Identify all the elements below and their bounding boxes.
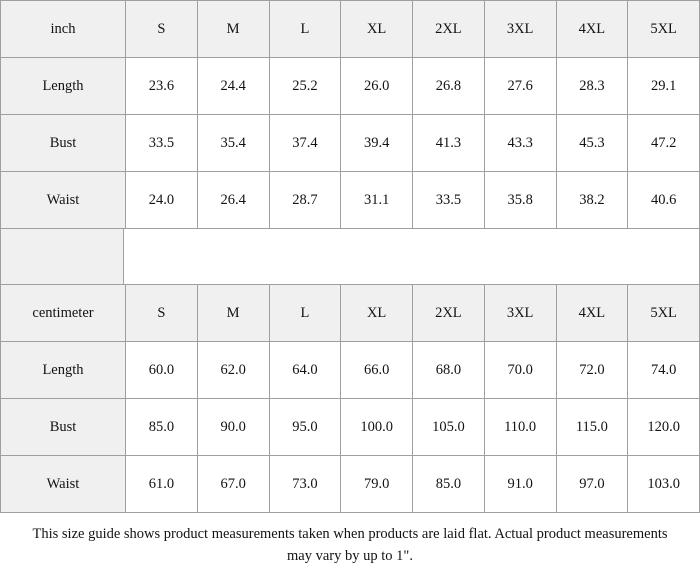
table-cell: 72.0 [556, 342, 628, 399]
unit-label-inch: inch [1, 1, 126, 58]
column-header: 5XL [628, 285, 700, 342]
size-table-inch [0, 0, 700, 229]
table-cell: 66.0 [341, 342, 413, 399]
table-cell: 79.0 [341, 456, 413, 513]
table-cell: 97.0 [556, 456, 628, 513]
table-row [1, 399, 700, 456]
table-cell: 28.7 [269, 172, 341, 229]
row-label: Length [1, 342, 126, 399]
table-cell: 33.5 [413, 172, 485, 229]
table-separator [0, 229, 700, 284]
table-cell: 45.3 [556, 115, 628, 172]
column-header: S [126, 285, 198, 342]
table-cell: 91.0 [484, 456, 556, 513]
column-header: 2XL [413, 285, 485, 342]
table-cell: 85.0 [126, 399, 198, 456]
table-cell: 60.0 [126, 342, 198, 399]
table-cell: 103.0 [628, 456, 700, 513]
table-cell: 40.6 [628, 172, 700, 229]
row-label: Waist [1, 172, 126, 229]
unit-label-centimeter: centimeter [1, 285, 126, 342]
table-row [1, 115, 700, 172]
table-cell: 62.0 [197, 342, 269, 399]
column-header: L [269, 1, 341, 58]
table-cell: 35.8 [484, 172, 556, 229]
row-label: Bust [1, 399, 126, 456]
table-row [1, 58, 700, 115]
table-cell: 27.6 [484, 58, 556, 115]
table-cell: 28.3 [556, 58, 628, 115]
table-cell: 24.0 [126, 172, 198, 229]
table-cell: 68.0 [413, 342, 485, 399]
size-guide-footnote: This size guide shows product measurements taken when products are laid flat. Actual product measurements may vary by up to 1". [32, 526, 668, 565]
column-header: S [126, 1, 198, 58]
table-cell: 31.1 [341, 172, 413, 229]
separator-left [0, 229, 124, 284]
column-header: 4XL [556, 285, 628, 342]
table-header-row [1, 285, 700, 342]
table-cell: 25.2 [269, 58, 341, 115]
table-cell: 100.0 [341, 399, 413, 456]
column-header: 3XL [484, 285, 556, 342]
row-label: Waist [1, 456, 126, 513]
table-cell: 73.0 [269, 456, 341, 513]
table-cell: 120.0 [628, 399, 700, 456]
table-row [1, 342, 700, 399]
table-cell: 85.0 [413, 456, 485, 513]
table-cell: 39.4 [341, 115, 413, 172]
row-label: Bust [1, 115, 126, 172]
table-cell: 33.5 [126, 115, 198, 172]
table-cell: 41.3 [413, 115, 485, 172]
table-cell: 67.0 [197, 456, 269, 513]
table-cell: 61.0 [126, 456, 198, 513]
table-cell: 35.4 [197, 115, 269, 172]
table-cell: 38.2 [556, 172, 628, 229]
column-header: XL [341, 1, 413, 58]
column-header: 5XL [628, 1, 700, 58]
table-row [1, 172, 700, 229]
table-cell: 29.1 [628, 58, 700, 115]
table-cell: 26.4 [197, 172, 269, 229]
table-cell: 110.0 [484, 399, 556, 456]
column-header: 4XL [556, 1, 628, 58]
table-cell: 90.0 [197, 399, 269, 456]
table-cell: 74.0 [628, 342, 700, 399]
table-header-row [1, 1, 700, 58]
column-header: XL [341, 285, 413, 342]
table-cell: 70.0 [484, 342, 556, 399]
table-cell: 47.2 [628, 115, 700, 172]
row-label: Length [1, 58, 126, 115]
size-table-centimeter [0, 284, 700, 513]
column-header: M [197, 1, 269, 58]
table-cell: 115.0 [556, 399, 628, 456]
table-cell: 37.4 [269, 115, 341, 172]
table-cell: 105.0 [413, 399, 485, 456]
table-cell: 26.0 [341, 58, 413, 115]
table-cell: 26.8 [413, 58, 485, 115]
table-cell: 43.3 [484, 115, 556, 172]
column-header: L [269, 285, 341, 342]
column-header: 2XL [413, 1, 485, 58]
table-cell: 23.6 [126, 58, 198, 115]
table-cell: 64.0 [269, 342, 341, 399]
column-header: M [197, 285, 269, 342]
table-cell: 24.4 [197, 58, 269, 115]
table-cell: 95.0 [269, 399, 341, 456]
column-header: 3XL [484, 1, 556, 58]
separator-right [124, 229, 700, 284]
table-row [1, 456, 700, 513]
